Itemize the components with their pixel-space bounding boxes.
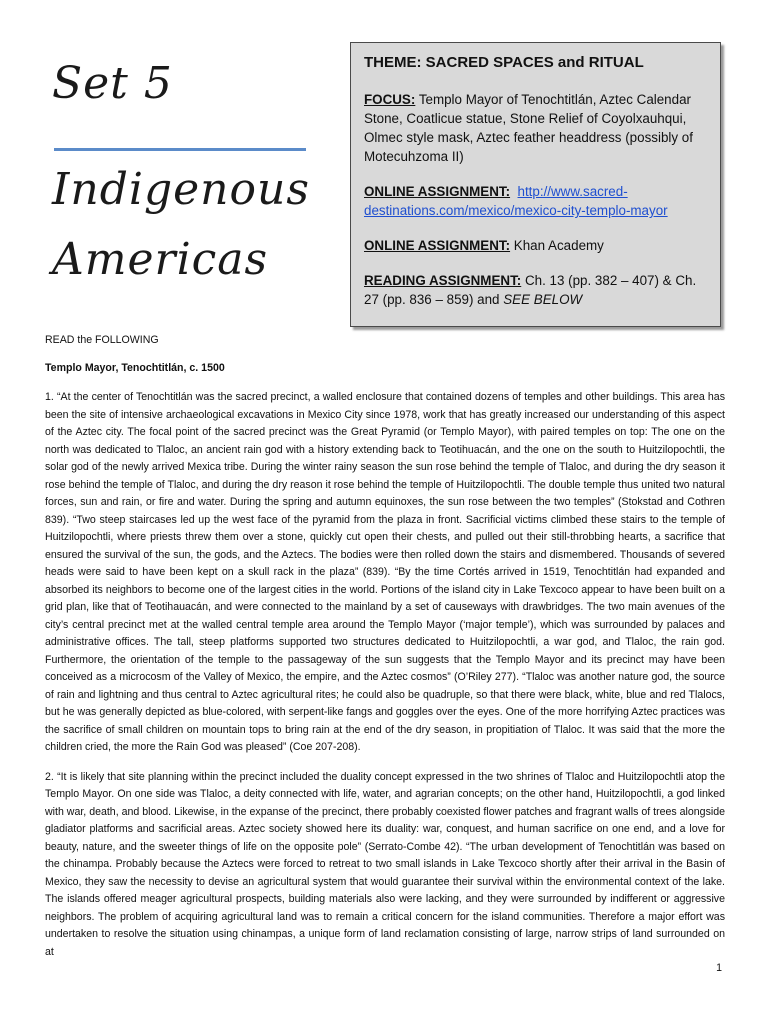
page-title-line1: Indigenous [52, 164, 310, 215]
read-instruction: READ the FOLLOWING [45, 334, 159, 346]
page-number: 1 [716, 962, 722, 974]
see-below-text: SEE BELOW [503, 292, 583, 307]
set-title: Set 5 [52, 58, 173, 109]
theme-heading: THEME: SACRED SPACES and RITUAL [364, 54, 644, 71]
reading-assignment [364, 271, 708, 309]
online-assignment-1 [364, 182, 708, 220]
paragraph-2: 2. “It is likely that site planning within the precinct included the duality concept expressed in the two shrines of Tlaloc and Huitzilopochtli atop the Templo Mayor. On one side was Tlaloc, a deity connected with life, water, and agrarian concepts; on the other hand, Huitzilopochtli, a god linked with war, death, and blood. Likewise, in the expanse of the precinct, there probably coexisted flower patches and fragrant walls of trees alongside gladiator platforms and sacrificial areas. Aztec society showed here its duality: war, conquest, and human sacrifice on one end, and a love for beauty, nature, and the sweeter things of life on the opposite pole” (Serrato-Combe 42). “The urban development of Tenochtitlán was based on the chinampa. Probably because the Aztecs were forced to retreat to two small islands in Lake Texcoco shortly after their arrival in the Basin of Mexico, they saw the necessity to devise an agricultural system that would guarantee their survival within the environmental context of the lake. The islands offered meager agricultural prospects, building materials also were lacking, and they were surrounded by indifferent or aggressive neighbors. The problem of acquiring agricultural land was to remain a critical concern for the island communities. Therefore a major effort was undertaken to resolve the situation using chinampas, a unique form of land reclamation consisting of large, narrow strips of land surrounded on at [45, 770, 725, 958]
focus-label: FOCUS: [364, 92, 416, 107]
online-assignment-label: ONLINE ASSIGNMENT: [364, 184, 511, 199]
title-divider [54, 148, 306, 151]
article-title: Templo Mayor, Tenochtitlán, c. 1500 [45, 361, 225, 374]
paragraph-1: 1. “At the center of Tenochtitlán was the sacred precinct, a walled enclosure that contained dozens of temples and other buildings. This area has been the site of intensive archaeological excavations in Mexico City since 1978, work that has greatly increased our understanding of this aspect of the Aztec city. The focal point of the sacred precinct was the Great Pyramid (or Templo Mayor), with paired temples on top: The one on the north was dedicated to Tlaloc, an ancient rain god with a history extending back to Teotihuacán, and the one on the south to Huitzilopochtli, the solar god of the newly arrived Mexica tribe. During the winter rainy season the sun rose behind the temple of Tlaloc, and during the dry season it rose behind the temple of Tlaloc, and during the dry reason it rose behind the temple of Huitzilopochtli. The double temple thus united two natural forces, sun and rain, or fire and water. During the spring and autumn equinoxes, the sun rose between the two temples” (Stokstad and Cothren 839). “Two steep staircases led up the west face of the pyramid from the plaza in front. Sacrificial victims climbed these stairs to the temple of Huitzilopochtli, where priests threw them over a stone, quickly cut open their chests, and pulled out their still-throbbing hearts, a sacrifice that ensured the survival of the sun, the gods, and the Aztecs. The bodies were then rolled down the stairs and dismembered. Thousands of severed heads were said to have been kept on a skull rack in the plaza” (839). “By the time Cortés arrived in 1519, Tenochtitlán had expanded and absorbed its neighbors to become one of the largest cities in the world. Portions of the island city in Lake Texcoco appear to have been built on a grid plan, like that of Teotihauacán, and were connected to the mainland by a set of causeways with drawbridges. The two main avenues of the city’s central precinct met at the walled central temple area around the Templo Mayor (‘major temple’), which was surrounded by palaces and administrative offices. The tall, steep platforms supported two structures dedicated to Huitzilopochtli, a war god, and Tlaloc, the rain god. Furthermore, the orientation of the temple to the passageway of the sun suggests that the Templo Mayor and its precinct may have been conceived as a microcosm of the Valley of Mexico, the empire, and the Aztec cosmos” (O’Riley 277). “Tlaloc was another nature god, the source of rain and lightning and thus central to Aztec agricultural rites; he could also be quadruple, so that there were black, white, blue and red Tlalocs, but he was generally depicted as blue-colored, with serpent-like fangs and goggles over the eyes. One of the more horrifying Aztec practices was the sacrifice of small children on mountain tops to bring rain at the end of the dry season, in propitiation of Tlaloc. It was said that the more the children cried, the more the Rain God was pleased” (Coe 207-208). [45, 391, 725, 753]
sacred-destinations-link[interactable]: http://www.sacred-destinations.com/mexico/mexico-city-templo-mayor [364, 184, 668, 218]
focus-section [364, 90, 708, 166]
article-body [45, 332, 725, 973]
theme-box [350, 42, 721, 327]
online-assignment-label-2: ONLINE ASSIGNMENT: [364, 238, 511, 253]
reading-assignment-label: READING ASSIGNMENT: [364, 273, 522, 288]
reading-assignment-text: Ch. 13 (pp. 382 – 407) & Ch. 27 (pp. 836 – 859) and [364, 273, 697, 307]
online-assignment-2 [364, 236, 708, 255]
page-title-line2: Americas [52, 234, 269, 285]
khan-academy-text: Khan Academy [513, 238, 604, 253]
focus-text: Templo Mayor of Tenochtitlán, Aztec Calendar Stone, Coatlicue statue, Stone Relief of Coyolxauhqui, Olmec style mask, Aztec feather headdress (possibly of Motecuhzoma II) [364, 92, 693, 164]
